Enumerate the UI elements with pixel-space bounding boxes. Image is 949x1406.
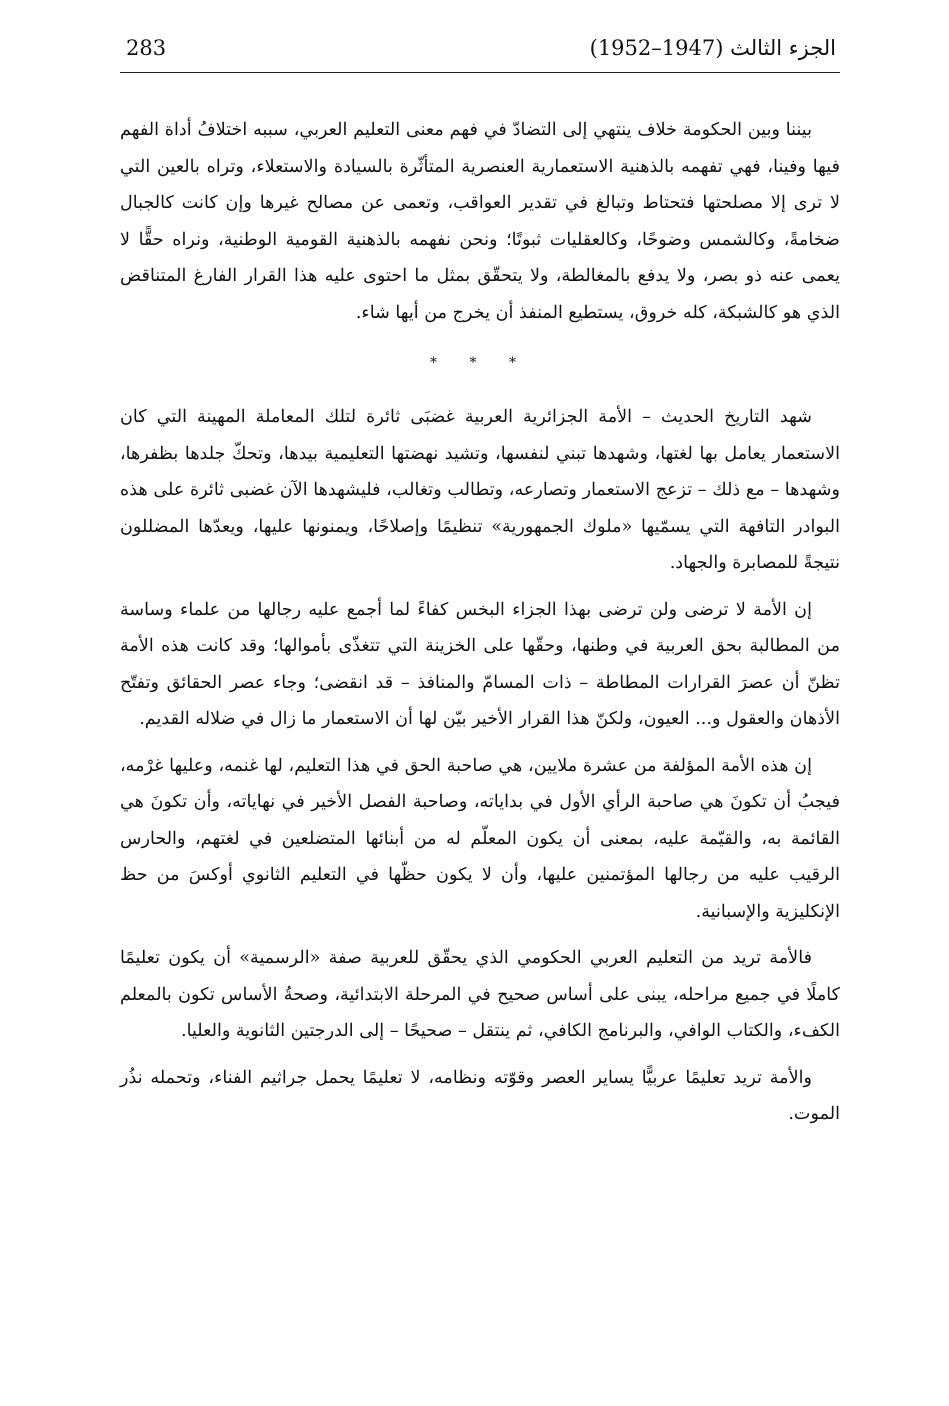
paragraph-6: والأمة تريد تعليمًا عربيًّا يساير العصر وقوّته ونظامه، لا تعليمًا يحمل جراثيم الفناء، وتحمله نذُر الموت.: [120, 1067, 840, 1124]
paragraph-3: إن الأمة لا ترضى ولن ترضى بهذا الجزاء البخس كفاءً لما أجمع عليه رجالها من علماء وساسة من المطالبة بحق العربية في وطنها، وحقّها على الخزينة التي تتغذّى بأموالها؛ وقد كانت هذه الأمة تظنّ أن عصرَ القرارات المطاطة – ذات المسامّ والمنافذ – قد انقضى؛ وجاء عصر الحقائق وتفتّح الأذهان والعقول و... العيون، ولكنّ هذا القرار الأخير بيّن لها أن الاستعمار ما زال في ضلاله القديم.: [120, 599, 840, 729]
paragraph-4: إن هذه الأمة المؤلفة من عشرة ملايين، هي صاحبة الحق في هذا التعليم، لها غنمه، وعليها غرْمه، فيجبُ أن تكونَ هي صاحبة الرأي الأول في بداياته، وصاحبة الفصل الأخير في نهاياته، وأن تكونَ هي القائمة به، والقيّمة عليه، بمعنى أن يكون المعلّم له من أبنائها المتضلعين في لغتهم، والحارس الرقيب عليه من رجالها المؤتمنين عليها، وأن لا يكون حظّها في التعليم الثانوي أوكسَ من حظ الإنكليزية والإسبانية.: [120, 755, 840, 922]
section-separator: * * *: [430, 355, 530, 371]
running-head: الجزء الثالث (1947–1952): [589, 36, 836, 60]
page-body: [120, 112, 840, 1143]
paragraph-5: فالأمة تريد من التعليم العربي الحكومي الذي يحقّق للعربية صفة «الرسمية» أن يكون تعليمًا كاملًا في جميع مراحله، يبنى على أساس صحيح في المرحلة الابتدائية، وصحةُ الأساس تكون بالمعلم الكفء، والكتاب الوافي، والبرنامج الكافي، ثم ينتقل – صحيحًا – إلى الدرجتين الثانوية والعليا.: [120, 948, 840, 1041]
page-header: [120, 30, 840, 74]
header-rule: [120, 72, 840, 73]
paragraph-1: بيننا وبين الحكومة خلاف ينتهي إلى التضادّ في فهم معنى التعليم العربي، سببه اختلافُ أداة الفهم فيها وفينا، فهي تفهمه بالذهنية الاستعمارية العنصرية المتأثّرة بالسيادة والاستعلاء، وتراه بالعين التي لا ترى إلا مصلحتها فتحتاط وتبالغ في تقدير العواقب، وتعمى عن مصالح غيرها وإن كانت كالجبال ضخامةً، وكالشمس وضوحًا، وكالعقليات ثبوتًا؛ ونحن نفهمه بالذهنية القومية الوطنية، ونراه حقًّا لا يعمى عنه ذو بصر، ولا يدفع بالمغالطة، ولا يتحقّق بمثل ما احتوى عليه هذا القرار الفارغ المتناقض الذي هو كالشبكة، كله خروق، يستطيع المنفذ أن يخرج من أيها شاء.: [120, 120, 840, 323]
paragraph-2: شهد التاريخ الحديث – الأمة الجزائرية العربية غضبَى ثائرة لتلك المعاملة المهينة التي كان الاستعمار يعامل بها لغتها، وشهدها تبني لنفسها، وتشيد نهضتها التعليمية بيدها، وتحكّ جلدها بظفرها، وشهدها – مع ذلك – تزعج الاستعمار وتصارعه، وتطالب وتغالب، فليشهدها الآن غضبى ثائرة على هذه البوادر التافهة التي يسمّيها «ملوك الجمهورية» تنظيمًا وإصلاحًا، ويمنونها عليها، ويعدّها المضللون نتيجةً للمصابرة والجهاد.: [120, 407, 840, 573]
page-number: 283: [126, 36, 167, 60]
